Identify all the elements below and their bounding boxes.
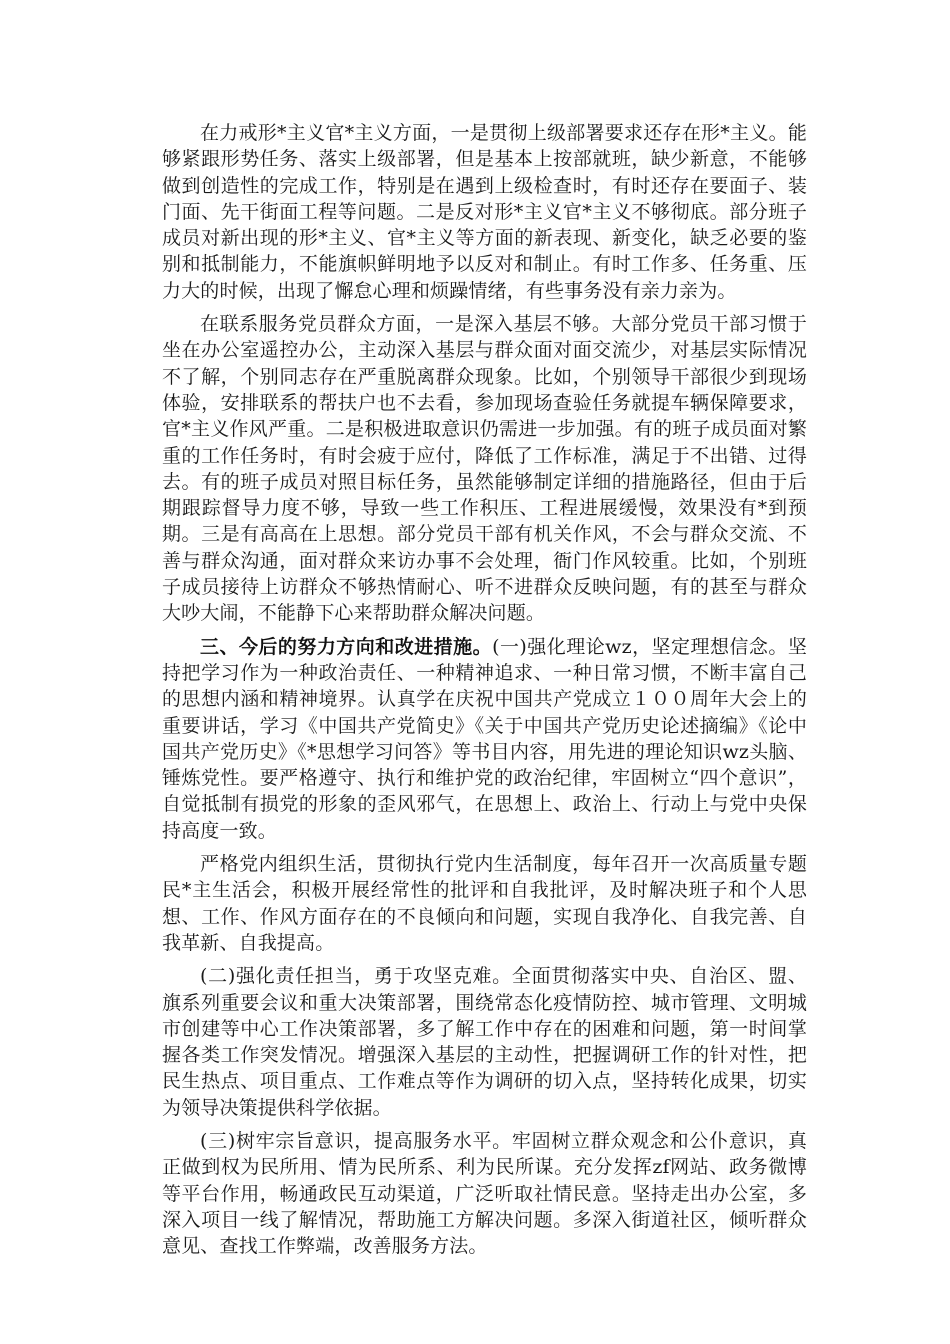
paragraph-serving-masses (162, 311, 807, 627)
paragraph-text: 严格党内组织生活，贯彻执行党内生活制度，每年召开一次高质量专题民*主生活会，积极开展经常性的批评和自我批评，及时解决班子和个人思想、工作、作风方面存在的不良倾向和问题，实现自我净化、自我完善、自我革新、自我提高。 (162, 853, 807, 954)
paragraph-party-life (162, 851, 807, 956)
paragraph-text: (三)树牢宗旨意识，提高服务水平。牢固树立群众观念和公仆意识，真正做到权为民所用、情为民所系、利为民所谋。充分发挥zf网站、政务微博等平台作用，畅通政民互动渠道，广泛听取社情民意。坚持走出办公室，多深入项目一线了解情况，帮助施工方解决问题。多深入街道社区，倾听群众意见、查找工作弊端，改善服务方法。 (162, 1129, 807, 1258)
document-body (162, 120, 807, 1266)
paragraph-text: 在联系服务党员群众方面，一是深入基层不够。大部分党员干部习惯于坐在办公室遥控办公，主动深入基层与群众面对面交流少，对基层实际情况不了解，个别同志存在严重脱离群众现象。比如，个别领导干部很少到现场体验，安排联系的帮扶户也不去看，参加现场查验任务就提车辆保障要求，官*主义作风严重。二是积极进取意识仍需进一步加强。有的班子成员面对繁重的工作任务时，有时会疲于应付，降低了工作标准，满足于不出错、过得去。有的班子成员对照目标任务，虽然能够制定详细的措施路径，但由于后期跟踪督导力度不够，导致一些工作积压、工程进展缓慢，效果没有*到预期。三是有高高在上思想。部分党员干部有机关作风，不会与群众交流、不善与群众沟通，面对群众来访办事不会处理，衙门作风较重。比如，个别班子成员接待上访群众不够热情耐心、听不进群众反映问题，有的甚至与群众大吵大闹，不能静下心来帮助群众解决问题。 (162, 313, 807, 625)
paragraph-text: 在力戒形*主义官*主义方面，一是贯彻上级部署要求还存在形*主义。能够紧跟形势任务、落实上级部署，但是基本上按部就班，缺少新意，不能够做到创造性的完成工作，特别是在遇到上级检查时，有时还存在要面子、装门面、先干街面工程等问题。二是反对形*主义官*主义不够彻底。部分班子成员对新出现的形*主义、官*主义等方面的新表现、新变化，缺乏必要的鉴别和抵制能力，不能旗帜鲜明地予以反对和制止。有时工作多、任务重、压力大的时候，出现了懈怠心理和烦躁情绪，有些事务没有亲力亲为。 (162, 122, 807, 302)
paragraph-service-level (162, 1128, 807, 1259)
paragraph-text: (二)强化责任担当，勇于攻坚克难。全面贯彻落实中央、自治区、盟、旗系列重要会议和重大决策部署，围绕常态化疫情防控、城市管理、文明城市创建等中心工作决策部署，多了解工作中存在的困难和问题，第一时间掌握各类工作突发情况。增强深入基层的主动性，把握调研工作的针对性，把民生热点、项目重点、工作难点等作为调研的切入点，坚持转化成果，切实为领导决策提供科学依据。 (162, 965, 807, 1119)
section-heading: 三、今后的努力方向和改进措施。 (200, 635, 493, 658)
paragraph-responsibility (162, 963, 807, 1121)
paragraph-formalism (162, 120, 807, 304)
paragraph-text: (一)强化理论wz，坚定理想信念。坚持把学习作为一种政治责任、一种精神追求、一种日常习惯，不断丰富自己的思想内涵和精神境界。认真学在庆祝中国共产党成立１００周年大会上的重要讲话，学习《中国共产党简史》《关于中国共产党历史论述摘编》《论中国共产党历史》《*思想学习问答》等书目内容，用先进的理论知识wz头脑、锤炼党性。要严格遵守、执行和维护党的政治纪律，牢固树立“四个意识”，自觉抵制有损党的形象的歪风邪气，在思想上、政治上、行动上与党中央保持高度一致。 (162, 635, 807, 842)
paragraph-improvement-measures (162, 634, 807, 844)
